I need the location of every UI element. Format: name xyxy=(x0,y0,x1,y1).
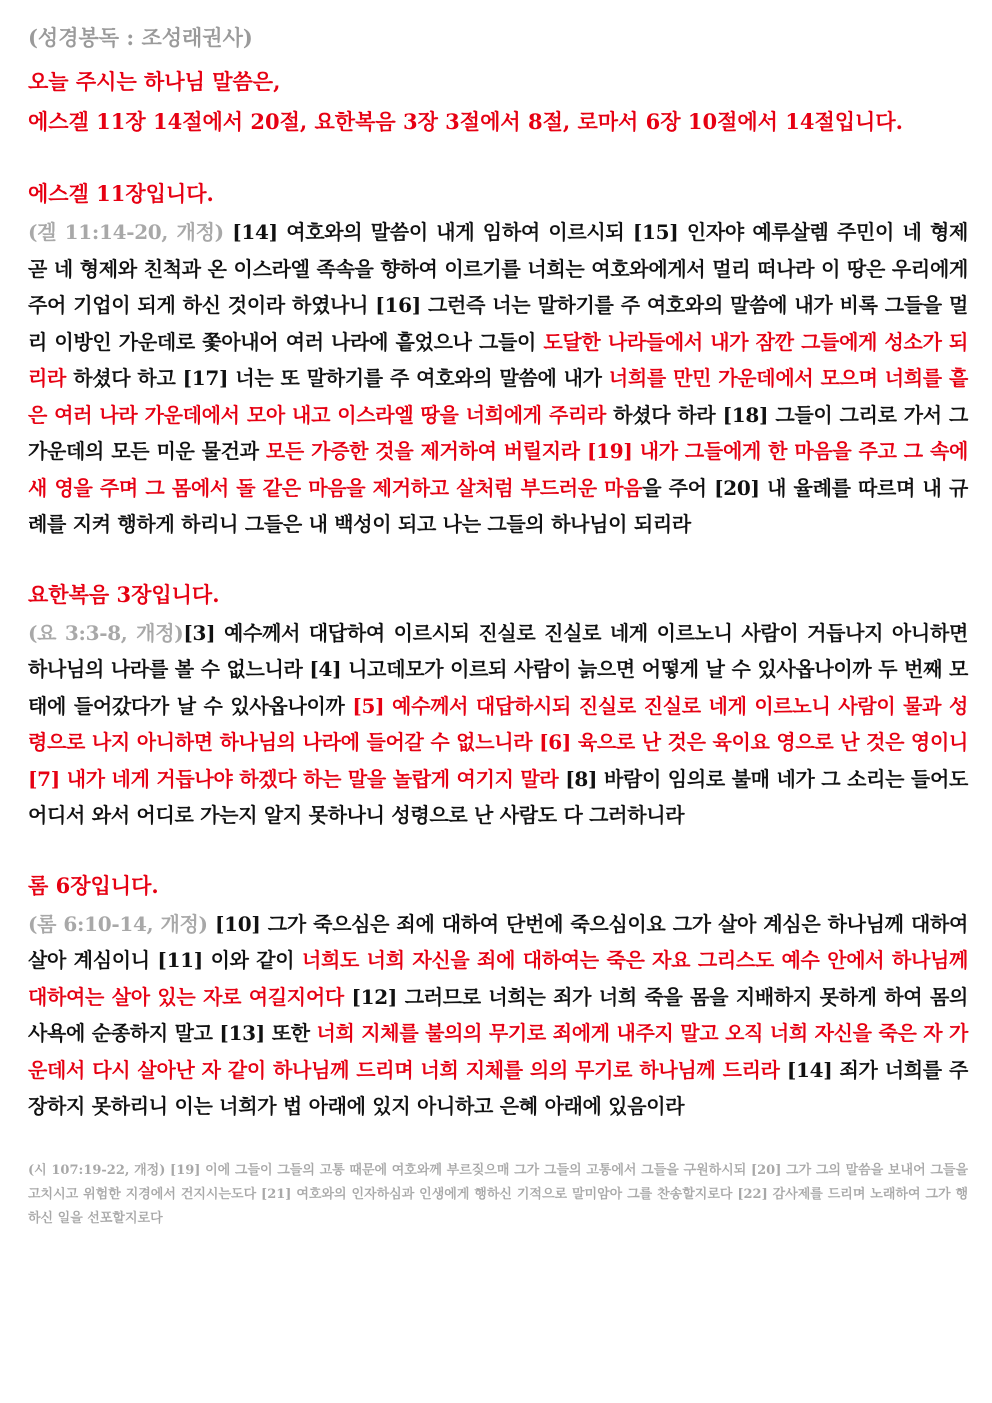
scripture-reference: (요 3:3-8, 개정) xyxy=(28,620,184,645)
intro-line-1: 오늘 주시는 하나님 말씀은, xyxy=(28,69,281,94)
scripture-reference: (롬 6:10-14, 개정) xyxy=(28,911,215,936)
highlighted-verse-text: 너희 지체를 불의의 무기로 죄에게 내주지 말고 오직 너희 자신을 죽은 자 가운데서 다시 살아난 자 같이 하나님께 드리며 너희 지체를 의의 무기로 하나님께 드리라 xyxy=(28,1021,969,1082)
reader-heading: (성경봉독 : 조성래권사) xyxy=(28,25,253,50)
passage-section-john xyxy=(28,575,968,834)
spacer xyxy=(28,543,968,575)
spacer xyxy=(28,142,968,174)
highlighted-verse-text: 도달한 나라들에서 내가 잠깐 그들에게 성소가 되리라 xyxy=(28,329,968,390)
section-title: 롬 6장입니다. xyxy=(28,872,159,898)
verse-text: [14] 죄가 너희를 주장하지 못하리니 이는 너희가 법 아래에 있지 아니하고 은혜 아래에 있음이라 xyxy=(28,1057,968,1118)
highlighted-verse-text: [5] 예수께서 대답하시되 진실로 진실로 네게 이르노니 사람이 물과 성령으로 나지 아니하면 하나님의 나라에 들어갈 수 없느니라 [6] 육으로 난 것은 육이요 영으로 난 것은 영이니 [7] 내가 네게 거듭나야 하겠다 하는 말을 놀랍게 여기지 말라 xyxy=(28,693,968,791)
verse-text: [12] 그러므로 너희는 죄가 너희 죽을 몸을 지배하지 못하게 하여 몸의 사욕에 순종하지 말고 [13] 또한 xyxy=(28,984,969,1045)
section-title: 요한복음 3장입니다. xyxy=(28,581,220,607)
verse-text: [8] 바람이 임의로 불매 네가 그 소리는 들어도 어디서 와서 어디로 가는지 알지 못하나니 성령으로 난 사람도 다 그러하니라 xyxy=(28,766,968,827)
passage-section-ezekiel xyxy=(28,174,968,543)
psalm-footnote: (시 107:19-22, 개정) [19] 이에 그들이 그들의 고통 때문에 여호와께 부르짖으매 그가 그들의 고통에서 그들을 구원하시되 [20] 그가 그의 말씀을 보내어 그들을 고치시고 위험한 지경에서 건지시는도다 [21] 여호와의 인자하심과 인생에게 행하신 기적으로 말미암아 그를 찬송할지로다 [22] 감사제를 드리며 노래하여 그가 행하신 일을 선포할지로다 xyxy=(28,1162,968,1226)
section-title: 에스겔 11장입니다. xyxy=(28,181,214,206)
passage-text xyxy=(28,214,968,543)
verse-text: 을 주어 [20] 내 율례를 따르며 내 규례를 지켜 행하게 하리니 그들은 내 백성이 되고 나는 그들의 하나님이 되리라 xyxy=(28,475,968,536)
intro-line-2: 에스겔 11장 14절에서 20절, 요한복음 3장 3절에서 8절, 로마서 6장 10절에서 14절입니다. xyxy=(28,109,903,134)
scripture-reference: (겔 11:14-20, 개정) xyxy=(28,220,233,244)
verse-text: [10] 그가 죽으심은 죄에 대하여 단번에 죽으심이요 그가 살아 계심은 하나님께 대하여 살아 계심이니 [11] 이와 같이 xyxy=(28,911,969,972)
highlighted-verse-text: 모든 가증한 것을 제거하여 버릴지라 [19] 내가 그들에게 한 마음을 주고 그 속에 새 영을 주며 그 몸에서 돌 같은 마음을 제거하고 살처럼 부드러운 마음 xyxy=(28,439,968,500)
verse-text: 하셨다 하라 [18] 그들이 그리로 가서 그 가운데의 모든 미운 물건과 xyxy=(28,402,968,463)
passage-text xyxy=(28,615,968,834)
verse-text: 하셨다 하고 [17] 너는 또 말하기를 주 여호와의 말씀에 내가 xyxy=(66,366,609,390)
verse-text: [14] 여호와의 말씀이 내게 임하여 이르시되 [15] 인자야 예루살렘 주민이 네 형제 곧 네 형제와 친척과 온 이스라엘 족속을 향하여 이르기를 너희는 여호와에게서 멀리 떠나라 이 땅은 우리에게 주어 기업이 되게 하신 것이라 하였나니 [16] 그런즉 너는 말하기를 주 여호와의 말씀에 내가 비록 그들을 멀리 이방인 가운데로 쫓아내어 여러 나라에 흩었으나 그들이 xyxy=(28,220,968,354)
passage-section-romans xyxy=(28,866,968,1125)
verse-text: [3] 예수께서 대답하여 이르시되 진실로 진실로 네게 이르노니 사람이 거듭나지 아니하면 하나님의 나라를 볼 수 없느니라 [4] 니고데모가 이르되 사람이 늙으면 어떻게 날 수 있사옵나이까 두 번째 모태에 들어갔다가 날 수 있사옵나이까 xyxy=(28,620,968,718)
bulletin-page xyxy=(28,22,968,1231)
highlighted-verse-text: 너희를 만민 가운데에서 모으며 너희를 흩은 여러 나라 가운데에서 모아 내고 이스라엘 땅을 너희에게 주리라 xyxy=(28,366,968,427)
highlighted-verse-text: 너희도 너희 자신을 죄에 대하여는 죽은 자요 그리스도 예수 안에서 하나님께 대하여는 살아 있는 자로 여길지어다 xyxy=(28,948,968,1009)
passage-text xyxy=(28,906,968,1125)
spacer xyxy=(28,834,968,866)
